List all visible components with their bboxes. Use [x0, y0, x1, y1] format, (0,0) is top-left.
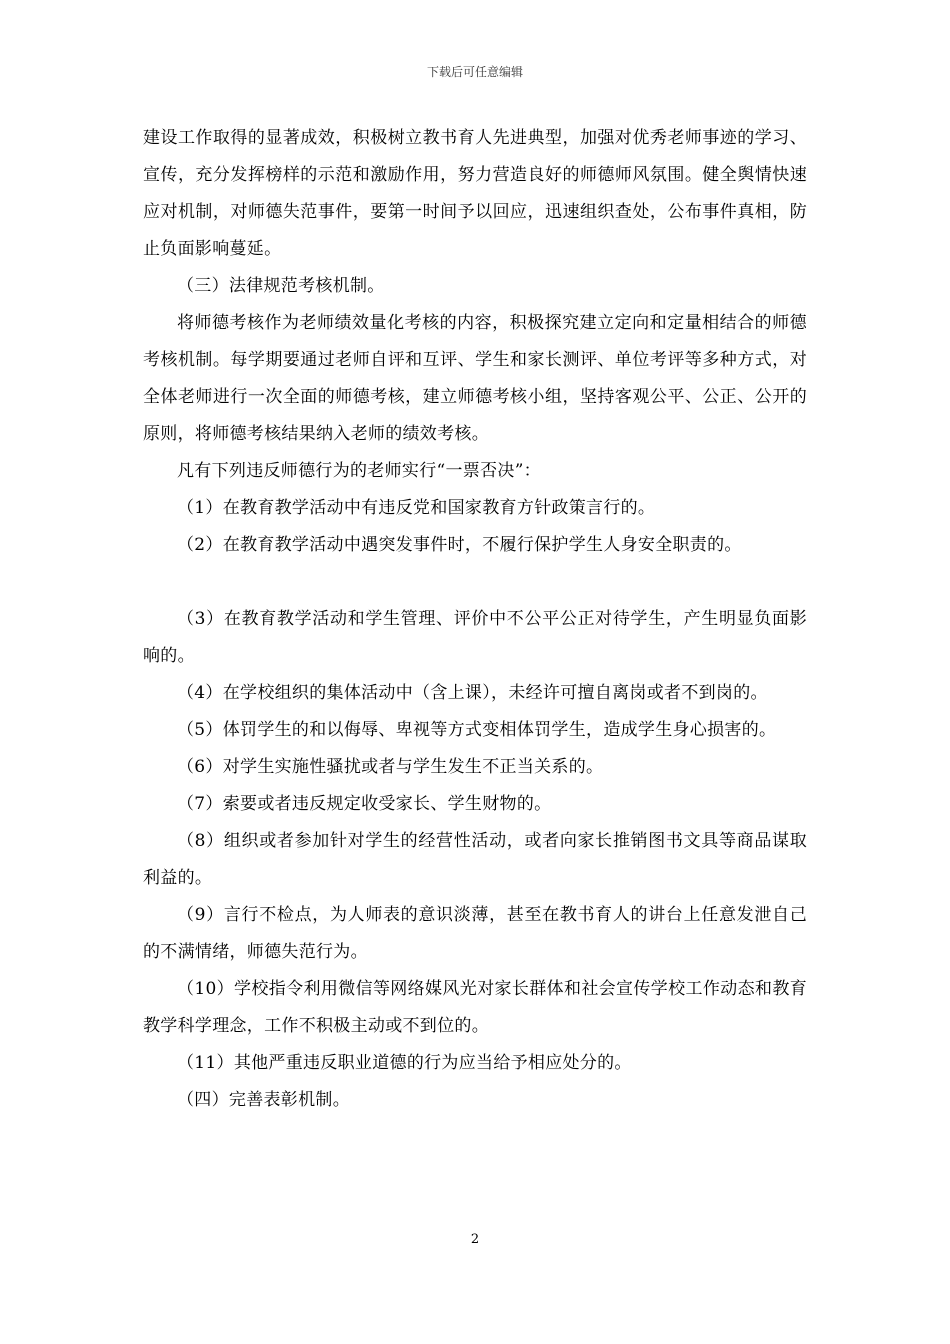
- list-item-8: （8）组织或者参加针对学生的经营性活动，或者向家长推销图书文具等商品谋取利益的。: [143, 831, 807, 888]
- document-body: [143, 120, 807, 1119]
- list-item-5: （5）体罚学生的和以侮辱、卑视等方式变相体罚学生，造成学生身心损害的。: [177, 720, 777, 740]
- list-item-9: （9）言行不检点，为人师表的意识淡薄，甚至在教书育人的讲台上任意发泄自己的不满情绪，师德失范行为。: [143, 905, 807, 962]
- paragraph-continuation: 建设工作取得的显著成效，积极树立教书育人先进典型，加强对优秀老师事迹的学习、宣传，充分发挥榜样的示范和激励作用，努力营造良好的师德师风氛围。健全舆情快速应对机制，对师德失范事件，要第一时间予以回应，迅速组织查处，公布事件真相，防止负面影响蔓延。: [143, 128, 807, 259]
- list-item-10: （10）学校指令利用微信等网络媒风光对家长群体和社会宣传学校工作动态和教育教学科学理念，工作不积极主动或不到位的。: [143, 979, 807, 1036]
- list-item-2: （2）在教育教学活动中遇突发事件时，不履行保护学生人身安全职责的。: [177, 535, 742, 555]
- page-header: 下载后可任意编辑: [426, 65, 523, 79]
- list-item-7: （7）索要或者违反规定收受家长、学生财物的。: [177, 794, 552, 814]
- list-item-4: （4）在学校组织的集体活动中（含上课），未经许可擅自离岗或者不到岗的。: [177, 683, 768, 703]
- section-heading-3: （三）法律规范考核机制。: [177, 276, 385, 296]
- list-item-6: （6）对学生实施性骚扰或者与学生发生不正当关系的。: [177, 757, 604, 777]
- page-number: 2: [470, 1232, 480, 1247]
- paragraph-assessment: 将师德考核作为老师绩效量化考核的内容，积极探究建立定向和定量相结合的师德考核机制。每学期要通过老师自评和互评、学生和家长测评、单位考评等多种方式，对全体老师进行一次全面的师德考核，建立师德考核小组，坚持客观公平、公正、公开的原则，将师德考核结果纳入老师的绩效考核。: [143, 313, 807, 444]
- list-item-3: （3）在教育教学活动和学生管理、评价中不公平公正对待学生，产生明显负面影响的。: [143, 609, 807, 666]
- section-heading-4: （四）完善表彰机制。: [177, 1090, 350, 1110]
- blank-line: [143, 564, 807, 601]
- list-item-11: （11）其他严重违反职业道德的行为应当给予相应处分的。: [177, 1053, 632, 1073]
- paragraph-veto-intro: 凡有下列违反师德行为的老师实行“一票否决”：: [177, 461, 541, 481]
- list-item-1: （1）在教育教学活动中有违反党和国家教育方针政策言行的。: [177, 498, 656, 518]
